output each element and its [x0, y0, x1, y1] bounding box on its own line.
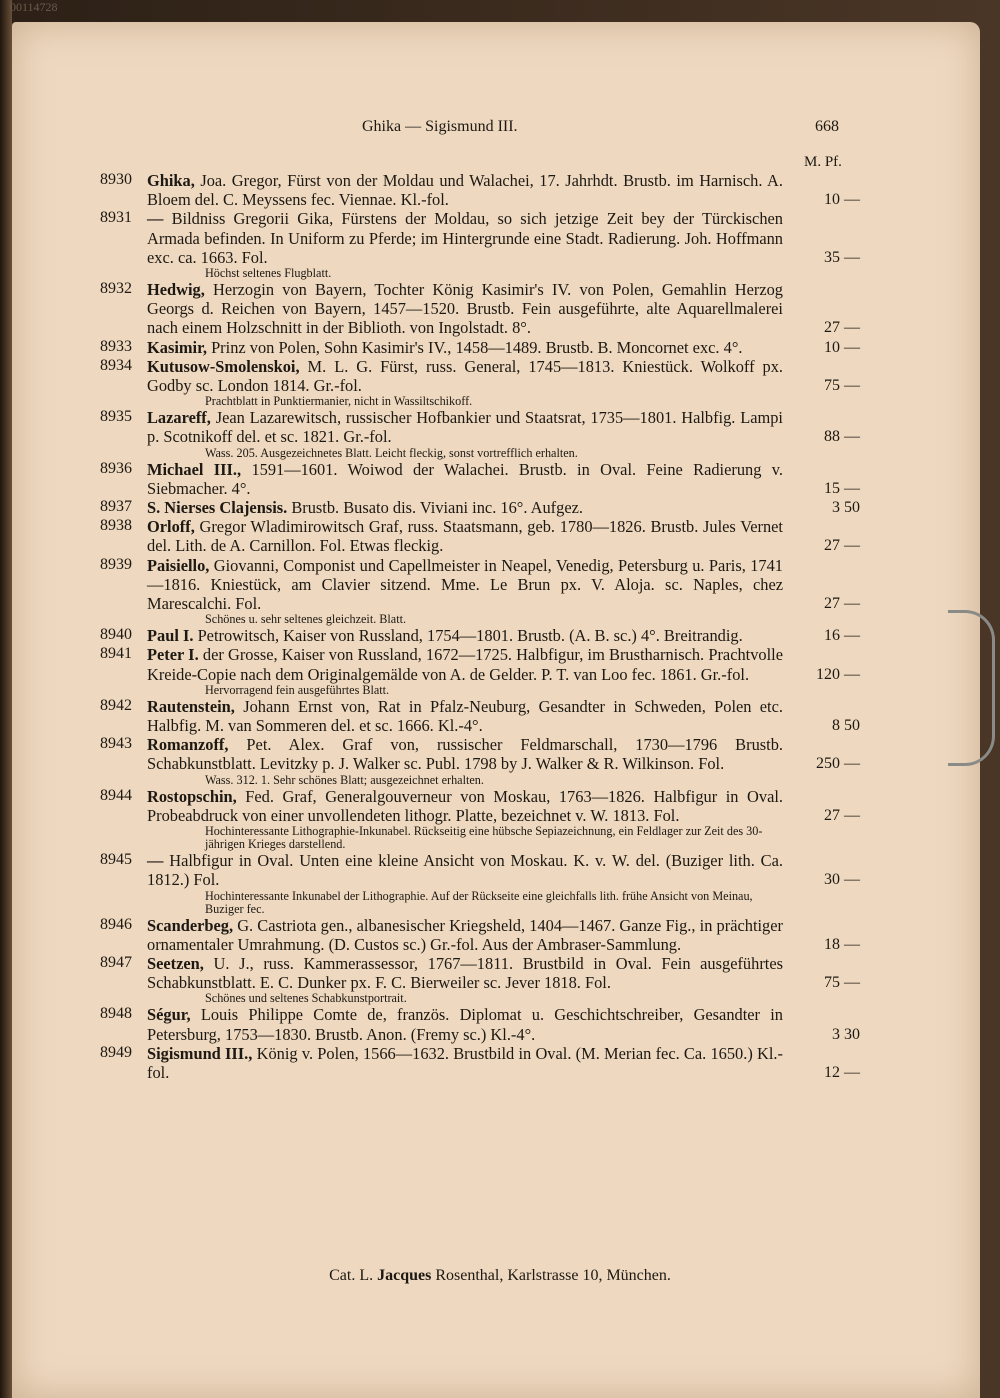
- entry-note: Wass. 312. 1. Sehr schönes Blatt; ausgezeichnet erhalten.: [205, 772, 484, 787]
- entry-price: 10 —: [824, 191, 860, 209]
- header-title: Ghika — Sigismund III.: [362, 118, 518, 135]
- entry-name: Sigismund III.,: [147, 1043, 253, 1063]
- entry-number: 8949: [100, 1043, 132, 1061]
- entry-description: Joa. Gregor, Fürst von der Moldau und Walachei, 17. Jahrhdt. Brustb. im Harnisch. A. Bloem del. C. Meyssens fec. Viennae. Kl.-fol.: [147, 171, 783, 210]
- entry-note: Schönes und seltenes Schabkunstportrait.: [205, 991, 407, 1006]
- entry-price: 15 —: [824, 479, 860, 497]
- entry-name: Scanderbeg,: [147, 915, 234, 935]
- running-header: [0, 118, 1000, 140]
- entry-description: Louis Philippe Comte de, französ. Diplomat u. Geschichtschreiber, Gesandter in Petersburg, 1753—1830. Brustb. Anon. (Fremy sc.) Kl.-4°.: [147, 1005, 783, 1044]
- entry-name: —: [147, 851, 164, 871]
- catalog-entry: [0, 171, 1000, 209]
- entry-text: [147, 338, 783, 357]
- entry-text: [147, 517, 783, 555]
- entry-name: Peter I.: [147, 645, 199, 665]
- entry-price: 27 —: [824, 537, 860, 555]
- entry-price: 27 —: [824, 595, 860, 613]
- entry-description: M. L. G. Fürst, russ. General, 1745—1813. Kniestück. Wolkoff px. Godby sc. London 1814. Gr.-fol.: [147, 356, 783, 396]
- footer: [0, 1267, 1000, 1285]
- entry-price: 12 —: [824, 1063, 860, 1081]
- entry-text: [147, 645, 783, 683]
- entry-text: [147, 916, 783, 954]
- catalog-entry: [0, 735, 1000, 786]
- entry-name: —: [147, 209, 164, 229]
- entry-price: 27 —: [824, 806, 860, 824]
- entry-description: Prinz von Polen, Sohn Kasimir's IV., 1458—1489. Brustb. B. Moncornet exc. 4°.: [211, 337, 743, 357]
- entry-price: 3 30: [832, 1025, 860, 1043]
- entry-name: Seetzen,: [147, 953, 204, 973]
- entry-name: Romanzoff,: [147, 735, 229, 755]
- entry-number: 8944: [100, 786, 132, 804]
- entry-number: 8947: [100, 953, 132, 971]
- entry-number: 8946: [100, 915, 132, 933]
- footer-prefix: Cat. L.: [329, 1267, 374, 1284]
- entry-number: 8935: [100, 408, 132, 426]
- entry-number: 8945: [100, 851, 132, 869]
- entry-description: Herzogin von Bayern, Tochter König Kasimir's IV. von Polen, Gemahlin Herzog Georgs d. Reichen von Bayern, 1457—1520. Brustb. Fein ausgeführte, alte Aquarellmalerei nach einem Holzschnitt in der Biblioth. von Ingolstadt. 8°.: [147, 280, 783, 338]
- entry-number: 8931: [100, 209, 132, 227]
- catalog-entry: [0, 697, 1000, 735]
- entry-description: Pet. Alex. Graf von, russischer Feldmarschall, 1730—1796 Brustb. Schabkunstblatt. Levitzky p. J. Walker sc. Publ. 1798 by J. Walker & R. Wilkinson. Fol.: [147, 735, 783, 774]
- entry-price: 18 —: [824, 935, 860, 953]
- entry-number: 8941: [100, 645, 132, 663]
- entry-note: Hochinteressante Inkunabel der Lithographie. Auf der Rückseite eine gleichfalls lith. frühe Ansicht von Meinau, Buziger fec.: [205, 888, 753, 916]
- entry-text: [147, 460, 783, 498]
- entry-number: 8938: [100, 517, 132, 535]
- entry-text: [147, 209, 783, 267]
- entry-text: [147, 408, 783, 446]
- page-number: 668: [815, 118, 839, 135]
- entry-text: [147, 735, 783, 773]
- entry-description: der Grosse, Kaiser von Russland, 1672—1725. Halbfigur, im Brustharnisch. Prachtvolle Kreide-Copie nach dem Originalgemälde von A. de Gelder. P. T. van Loo fec. 1861. Gr.-fol.: [147, 645, 783, 684]
- entry-price: 30 —: [824, 871, 860, 889]
- catalog-entry: [0, 556, 1000, 627]
- entry-number: 8943: [100, 735, 132, 753]
- entry-price: 10 —: [824, 338, 860, 356]
- catalog-entry: [0, 408, 1000, 459]
- entry-price: 120 —: [816, 665, 860, 683]
- entry-name: Rostopschin,: [147, 786, 237, 806]
- catalog-entry: [0, 954, 1000, 1005]
- catalog-entries: [0, 171, 1000, 1082]
- entry-price: 88 —: [824, 428, 860, 446]
- entry-description: Halbfigur in Oval. Unten eine kleine Ansicht von Moskau. K. v. W. del. (Buziger lith. Ca. 1812.) Fol.: [147, 851, 783, 890]
- entry-note: Hervorragend fein ausgeführtes Blatt.: [205, 682, 390, 697]
- entry-name: S. Nierses Clajensis.: [147, 498, 288, 518]
- entry-price: 8 50: [832, 717, 860, 735]
- entry-name: Kasimir,: [147, 337, 207, 357]
- entry-text: [147, 787, 783, 825]
- entry-note: Prachtblatt in Punktiermanier, nicht in Wassiltschikoff.: [205, 394, 473, 409]
- entry-note: Wass. 205. Ausgezeichnetes Blatt. Leicht fleckig, sonst vortrefflich erhalten.: [205, 445, 578, 460]
- entry-name: Rautenstein,: [147, 696, 235, 716]
- entry-name: Kutusow-Smolenskoi,: [147, 356, 300, 376]
- entry-number: 8936: [100, 459, 132, 477]
- entry-description: Bildniss Gregorii Gika, Fürstens der Moldau, so sich jetzige Zeit bey der Türckischen Armada befinden. In Uniform zu Pferde; im Hintergrunde eine Stadt. Radierung. Joh. Hoffmann exc. ca. 1663. Fol.: [147, 209, 783, 267]
- entry-description: 1591—1601. Woiwod der Walachei. Brustb. in Oval. Feine Radierung v. Siebmacher. 4°.: [147, 459, 783, 498]
- entry-name: Ségur,: [147, 1005, 191, 1025]
- entry-price: 75 —: [824, 974, 860, 992]
- entry-number: 8932: [100, 280, 132, 298]
- entry-description: U. J., russ. Kammerassessor, 1767—1811. Brustbild in Oval. Fein ausgeführtes Schabkunstblatt. E. C. Dunker px. F. C. Bierweiler sc. Jever 1818. Fol.: [147, 953, 783, 993]
- entry-name: Hedwig,: [147, 280, 205, 300]
- catalog-entry: [0, 517, 1000, 555]
- catalog-entry: [0, 787, 1000, 851]
- entry-description: König v. Polen, 1566—1632. Brustbild in Oval. (M. Merian fec. Ca. 1650.) Kl.-fol.: [147, 1043, 783, 1082]
- entry-text: [147, 498, 783, 517]
- catalog-entry: [0, 645, 1000, 696]
- archive-stamp: 00114728: [10, 0, 58, 14]
- entry-number: 8940: [100, 626, 132, 644]
- entry-description: Gregor Wladimirowitsch Graf, russ. Staatsmann, geb. 1780—1826. Brustb. Jules Vernet del. Lith. de A. Carnillon. Fol. Etwas fleckig.: [147, 517, 783, 556]
- entry-description: Giovanni, Componist und Capellmeister in Neapel, Venedig, Petersburg u. Paris, 1741—1816. Kniestück, am Clavier sitzend. Mme. Le Brun px. V. Aloja. sc. Naples, chez Marescalchi. Fol.: [147, 555, 783, 614]
- entry-text: [147, 1044, 783, 1082]
- entry-name: Michael III.,: [147, 459, 242, 479]
- entry-text: [147, 280, 783, 338]
- entry-text: [147, 954, 783, 992]
- footer-address: Rosenthal, Karlstrasse 10, München.: [435, 1267, 671, 1284]
- entry-text: [147, 1005, 783, 1043]
- entry-number: 8939: [100, 555, 132, 573]
- catalog-entry: [0, 209, 1000, 280]
- entry-number: 8948: [100, 1005, 132, 1023]
- entry-price: 3 50: [832, 499, 860, 517]
- entry-note: Hochinteressante Lithographie-Inkunabel. Rückseitig eine hübsche Sepiazeichnung, ein Feldlager zur Zeit des 30-jährigen Krieges darstellend.: [205, 824, 763, 852]
- entry-price: 27 —: [824, 319, 860, 337]
- entry-description: Johann Ernst von, Rat in Pfalz-Neuburg, Gesandter in Schweden, Polen etc. Halbfig. M. van Sommeren del. et sc. 1666. Kl.-4°.: [147, 696, 783, 736]
- catalog-entry: [0, 916, 1000, 954]
- entry-description: Fed. Graf, Generalgouverneur von Moskau, 1763—1826. Halbfigur in Oval. Probeabdruck von einer unvollendeten lithogr. Platte, bezeichnet v. W. 1813. Fol.: [147, 786, 783, 825]
- entry-price: 250 —: [816, 755, 860, 773]
- catalog-entry: [0, 498, 1000, 517]
- entry-price: 16 —: [824, 627, 860, 645]
- entry-name: Ghika,: [147, 171, 195, 190]
- entry-price: 35 —: [824, 248, 860, 266]
- entry-number: 8937: [100, 498, 132, 516]
- entry-number: 8934: [100, 356, 132, 374]
- entry-text: [147, 626, 783, 645]
- entry-note: Schönes u. sehr seltenes gleichzeit. Blatt.: [205, 612, 407, 627]
- entry-number: 8930: [100, 171, 132, 188]
- entry-text: [147, 851, 783, 889]
- entry-number: 8933: [100, 337, 132, 355]
- catalog-entry: [0, 338, 1000, 357]
- catalog-entry: [0, 1005, 1000, 1043]
- catalog-entry: [0, 280, 1000, 338]
- footer-firm: Jacques: [377, 1267, 432, 1284]
- entry-description: Jean Lazarewitsch, russischer Hofbankier und Staatsrat, 1735—1801. Halbfig. Lampi p. Scotnikoff del. et sc. 1821. Gr.-fol.: [147, 408, 783, 447]
- entry-name: Lazareff,: [147, 408, 211, 428]
- entry-description: Brustb. Busato dis. Viviani inc. 16°. Aufgez.: [291, 498, 583, 518]
- entry-description: G. Castriota gen., albanesischer Kriegsheld, 1404—1467. Ganze Fig., in prächtiger ornamentaler Umrahmung. (D. Custos sc.) Gr.-fol. Aus der Ambraser-Sammlung.: [147, 915, 783, 954]
- catalog-entry: [0, 851, 1000, 915]
- entry-name: Paisiello,: [147, 555, 210, 575]
- catalog-entry: [0, 460, 1000, 498]
- entry-text: [147, 556, 783, 614]
- entry-number: 8942: [100, 696, 132, 714]
- entry-name: Paul I.: [147, 626, 194, 646]
- catalog-entry: [0, 626, 1000, 645]
- entry-text: [147, 697, 783, 735]
- catalog-entry: [0, 1044, 1000, 1082]
- entry-note: Höchst seltenes Flugblatt.: [205, 266, 332, 281]
- entry-text: [147, 357, 783, 395]
- entry-description: Petrowitsch, Kaiser von Russland, 1754—1801. Brustb. (A. B. sc.) 4°. Breitrandig.: [197, 626, 743, 646]
- entry-text: [147, 171, 783, 209]
- entry-name: Orloff,: [147, 517, 195, 537]
- entry-price: 75 —: [824, 377, 860, 395]
- price-column-header: M. Pf.: [804, 154, 842, 170]
- paper-clip: [948, 610, 995, 766]
- catalog-entry: [0, 357, 1000, 408]
